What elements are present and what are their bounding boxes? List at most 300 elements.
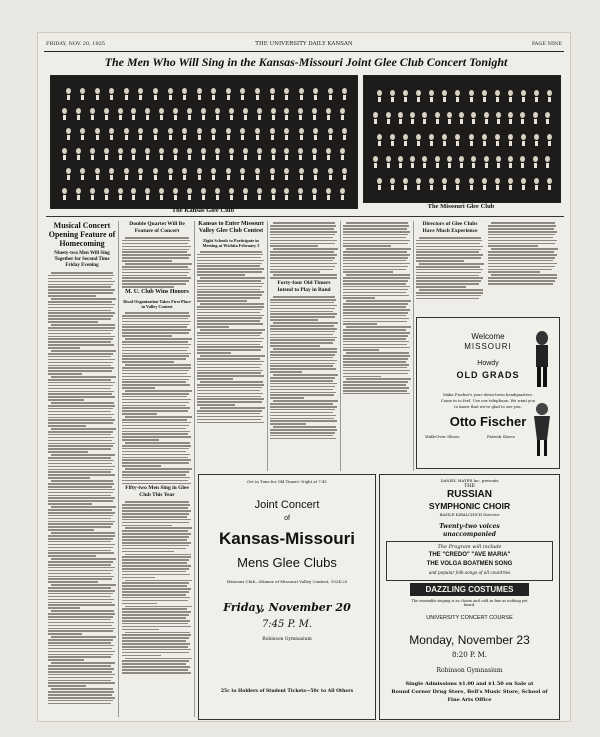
text-line — [200, 355, 265, 357]
text-line — [416, 286, 466, 288]
singer-shirt — [256, 175, 259, 180]
text-line — [343, 335, 408, 337]
singer-face — [495, 134, 500, 140]
text-line — [48, 312, 115, 314]
text-line — [122, 272, 189, 274]
text-line — [343, 376, 381, 378]
text-line — [48, 541, 111, 543]
singer-face — [284, 108, 289, 114]
singer-face — [159, 108, 164, 114]
singer-shirt — [299, 115, 302, 120]
singer-shirt — [132, 115, 135, 120]
text-line — [122, 536, 189, 538]
text-line — [270, 354, 335, 356]
text-line — [197, 254, 263, 256]
singer-face — [145, 148, 150, 154]
singer-face — [201, 108, 206, 114]
singer-face — [226, 88, 231, 94]
text-line — [343, 231, 410, 233]
text-line — [48, 651, 115, 653]
text-line — [419, 237, 482, 239]
singer-shirt — [125, 175, 128, 180]
singer-face — [298, 188, 303, 194]
text-line — [51, 688, 114, 690]
text-line — [416, 280, 481, 282]
singer-face — [173, 108, 178, 114]
singer-shirt — [535, 185, 538, 190]
text-line — [343, 387, 409, 389]
text-line — [488, 269, 552, 271]
singer-face — [109, 128, 114, 134]
text-line — [343, 243, 408, 245]
singer-shirt — [202, 155, 205, 160]
singer-shirt — [216, 155, 219, 160]
text-line — [122, 344, 191, 346]
singer-shirt — [202, 195, 205, 200]
singer-shirt — [460, 163, 463, 168]
singer-shirt — [411, 163, 414, 168]
singer-face — [257, 108, 262, 114]
singer-shirt — [110, 175, 113, 180]
text-line — [491, 222, 555, 224]
singer-face — [422, 112, 427, 118]
singer-shirt — [160, 115, 163, 120]
text-line — [273, 322, 338, 324]
text-line — [48, 367, 114, 369]
singer-shirt — [154, 135, 157, 140]
text-line — [346, 248, 411, 250]
text-line — [122, 474, 186, 476]
text-line — [197, 312, 260, 314]
text-line — [48, 382, 115, 384]
text-line — [48, 645, 114, 647]
text-line — [343, 237, 406, 239]
singer-face — [62, 148, 67, 154]
text-line — [48, 448, 111, 450]
text-line — [48, 654, 113, 656]
singer-face — [342, 88, 347, 94]
text-line — [488, 271, 540, 273]
singer-face — [226, 128, 231, 134]
singer-shirt — [198, 135, 201, 140]
text-line — [122, 608, 187, 610]
text-line — [270, 334, 333, 336]
singer-face — [271, 148, 276, 154]
text-line — [343, 254, 410, 256]
singer-shirt — [198, 175, 201, 180]
text-line — [48, 578, 112, 580]
singer-face — [482, 134, 487, 140]
text-line — [122, 358, 186, 360]
text-line — [48, 315, 113, 317]
text-line — [48, 622, 114, 624]
text-line — [122, 329, 191, 331]
text-line — [122, 240, 190, 242]
singer-shirt — [244, 155, 247, 160]
text-line — [122, 522, 189, 524]
body-text-lines — [122, 237, 192, 288]
singer-shirt — [285, 95, 288, 100]
singer-shirt — [256, 95, 259, 100]
text-line — [122, 545, 189, 547]
choir-popular: and popular folk-songs of all countries — [428, 570, 511, 575]
text-line — [122, 620, 190, 622]
singer-face — [284, 148, 289, 154]
text-line — [197, 289, 260, 291]
singer-face — [328, 128, 333, 134]
singer-face — [455, 134, 460, 140]
text-line — [48, 289, 115, 291]
text-line — [48, 602, 112, 604]
text-line — [48, 509, 112, 511]
text-line — [48, 356, 111, 358]
singer-face — [403, 90, 408, 96]
text-line — [270, 418, 334, 420]
concert-time: 7:45 P. M. — [261, 619, 313, 630]
text-line — [273, 222, 336, 224]
singer-face — [118, 108, 123, 114]
text-line — [122, 669, 188, 671]
text-line — [48, 333, 111, 335]
singer-face — [95, 168, 100, 174]
singer-face — [373, 112, 378, 118]
singer-shirt — [67, 135, 70, 140]
singer-face — [76, 108, 81, 114]
text-line — [343, 269, 406, 271]
singer-face — [299, 88, 304, 94]
body-text-lines — [488, 222, 558, 284]
text-line — [48, 500, 113, 502]
text-line — [125, 364, 191, 366]
singer-face — [215, 108, 220, 114]
singer-shirt — [244, 115, 247, 120]
singer-shirt — [230, 155, 233, 160]
choir-costumes: DAZZLING COSTUMES — [425, 585, 514, 594]
singer-face — [66, 128, 71, 134]
text-line — [343, 321, 407, 323]
singer-shirt — [314, 95, 317, 100]
singer-shirt — [485, 163, 488, 168]
singer-shirt — [272, 195, 275, 200]
ad-line-1: Make Fischer's your down-town headquarters. — [443, 392, 533, 397]
singer-shirt — [77, 155, 80, 160]
singer-shirt — [271, 95, 274, 100]
concert-price: 25c to Holders of Student Tickets—50c to All Others — [220, 689, 354, 694]
text-line — [270, 432, 335, 434]
text-line — [122, 419, 187, 421]
singer-shirt — [483, 97, 486, 102]
singer-face — [240, 128, 245, 134]
singer-face — [435, 156, 440, 162]
singer-shirt — [256, 135, 259, 140]
text-line — [122, 249, 189, 251]
text-line — [491, 274, 557, 276]
singer-face — [328, 88, 333, 94]
text-line — [270, 420, 337, 422]
article-4-headline: Kansas to Enter Missouri Valley Glee Club Contest — [198, 221, 264, 234]
singer-shirt — [483, 141, 486, 146]
text-line — [122, 277, 191, 279]
singer-shirt — [299, 195, 302, 200]
text-line — [122, 280, 189, 282]
text-line — [488, 277, 557, 279]
article-1-headline: Musical Concert Opening Feature of Homecoming — [48, 221, 116, 248]
text-line — [48, 616, 113, 618]
singer-face — [211, 168, 216, 174]
text-line — [416, 277, 483, 279]
text-line — [122, 396, 187, 398]
singer-shirt — [285, 155, 288, 160]
text-line — [122, 649, 191, 651]
singer-shirt — [387, 163, 390, 168]
text-line — [273, 348, 337, 350]
text-line — [48, 292, 113, 294]
text-line — [48, 431, 113, 433]
text-line — [343, 260, 406, 262]
text-line — [48, 495, 111, 497]
text-line — [48, 434, 111, 436]
text-line — [270, 415, 336, 417]
text-line — [343, 341, 409, 343]
singer-shirt — [374, 119, 377, 124]
singer-face — [313, 128, 318, 134]
text-line — [416, 260, 464, 262]
text-line — [419, 289, 483, 291]
singer-face — [416, 178, 421, 184]
singer-face — [173, 188, 178, 194]
column-rule — [340, 221, 341, 471]
text-line — [343, 323, 377, 325]
singer-shirt — [399, 119, 402, 124]
singer-face — [390, 90, 395, 96]
text-line — [122, 591, 189, 593]
singer-shirt — [285, 195, 288, 200]
singer-face — [243, 188, 248, 194]
text-line — [488, 245, 538, 247]
singer-face — [197, 168, 202, 174]
text-line — [48, 281, 115, 283]
text-line — [270, 311, 333, 313]
text-line — [197, 375, 264, 377]
singer-face — [270, 128, 275, 134]
text-line — [48, 628, 115, 630]
text-line — [488, 283, 553, 285]
singer-shirt — [417, 97, 420, 102]
text-line — [270, 409, 335, 411]
singer-face — [109, 168, 114, 174]
singer-shirt — [169, 135, 172, 140]
singer-shirt — [327, 115, 330, 120]
text-line — [48, 457, 111, 459]
text-line — [48, 301, 112, 303]
singer-face — [243, 148, 248, 154]
singer-face — [131, 108, 136, 114]
singer-shirt — [212, 95, 215, 100]
singer-shirt — [258, 195, 261, 200]
singer-face — [76, 188, 81, 194]
text-line — [270, 412, 333, 414]
singer-face — [62, 108, 67, 114]
text-line — [197, 294, 262, 296]
singer-face — [533, 112, 538, 118]
singer-shirt — [329, 175, 332, 180]
text-line — [197, 358, 260, 360]
text-line — [122, 283, 186, 285]
text-line — [122, 251, 187, 253]
text-line — [197, 306, 264, 308]
singer-face — [104, 148, 109, 154]
singer-face — [138, 88, 143, 94]
text-line — [273, 400, 338, 402]
text-line — [122, 439, 159, 441]
text-line — [343, 358, 408, 360]
text-line — [197, 404, 235, 406]
ad-welcome: Welcome — [471, 332, 505, 341]
singer-shirt — [343, 135, 346, 140]
text-line — [488, 234, 555, 236]
text-line — [270, 305, 337, 307]
singer-shirt — [423, 119, 426, 124]
text-line — [416, 292, 483, 294]
singer-shirt — [327, 195, 330, 200]
text-line — [48, 625, 112, 627]
text-line — [122, 433, 188, 435]
text-line — [48, 599, 114, 601]
text-line — [122, 634, 191, 636]
singer-shirt — [404, 141, 407, 146]
text-line — [48, 697, 115, 699]
singer-face — [257, 148, 262, 154]
text-line — [48, 665, 111, 667]
body-text-lines — [48, 272, 116, 704]
singer-shirt — [509, 185, 512, 190]
singer-shirt — [125, 135, 128, 140]
text-line — [48, 362, 113, 364]
text-line — [122, 672, 191, 674]
text-line — [343, 234, 408, 236]
singer-shirt — [443, 185, 446, 190]
text-line — [122, 341, 188, 343]
singer-face — [243, 108, 248, 114]
text-line — [343, 303, 408, 305]
text-line — [122, 353, 191, 355]
text-line — [197, 346, 263, 348]
text-line — [122, 260, 172, 262]
singer-shirt — [227, 95, 230, 100]
text-line — [122, 465, 161, 467]
body-text-lines — [270, 296, 338, 439]
body-text-lines — [270, 222, 338, 279]
singer-face — [410, 112, 415, 118]
text-line — [346, 352, 409, 354]
text-line — [125, 237, 189, 239]
singer-face — [442, 134, 447, 140]
text-line — [197, 341, 262, 343]
text-line — [197, 263, 262, 265]
singer-face — [159, 188, 164, 194]
singer-shirt — [227, 175, 230, 180]
text-line — [416, 240, 482, 242]
text-line — [197, 349, 261, 351]
singer-shirt — [374, 163, 377, 168]
text-line — [197, 378, 233, 380]
text-line — [343, 286, 410, 288]
text-line — [122, 614, 189, 616]
singer-face — [201, 188, 206, 194]
text-line — [125, 416, 192, 418]
singer-shirt — [387, 119, 390, 124]
singer-shirt — [314, 135, 317, 140]
ad-walk-over: Walk-Over Shoes — [425, 434, 460, 439]
text-line — [270, 269, 333, 271]
text-line — [48, 422, 113, 424]
singer-shirt — [456, 97, 459, 102]
singer-shirt — [313, 195, 316, 200]
text-line — [48, 278, 112, 280]
choir-voices: Twenty-two voices — [439, 523, 500, 530]
tiger-mascot-illustration — [529, 328, 555, 392]
singer-shirt — [110, 135, 113, 140]
text-line — [416, 249, 481, 251]
text-line — [48, 538, 113, 540]
text-line — [48, 393, 112, 395]
text-line — [122, 516, 187, 518]
singer-face — [118, 188, 123, 194]
singer-face — [270, 88, 275, 94]
text-line — [48, 451, 88, 453]
text-line — [122, 335, 172, 337]
text-line — [122, 539, 187, 541]
singer-shirt — [81, 175, 84, 180]
text-line — [48, 671, 112, 673]
singer-shirt — [96, 175, 99, 180]
singer-shirt — [327, 155, 330, 160]
singer-face — [545, 156, 550, 162]
text-line — [416, 283, 479, 285]
singer-shirt — [258, 115, 261, 120]
text-line — [48, 445, 113, 447]
singer-shirt — [470, 97, 473, 102]
text-line — [343, 318, 409, 320]
choir-director: BASILE KIBALCHICH Director — [439, 512, 500, 517]
text-line — [122, 655, 161, 657]
singer-shirt — [314, 175, 317, 180]
text-line — [48, 590, 115, 592]
text-line — [343, 297, 375, 299]
body-text-lines — [122, 501, 192, 673]
singer-face — [340, 148, 345, 154]
text-line — [270, 331, 335, 333]
text-line — [48, 700, 113, 702]
singer-shirt — [391, 141, 394, 146]
text-line — [343, 263, 410, 265]
text-line — [270, 337, 337, 339]
text-line — [48, 529, 94, 531]
text-line — [122, 585, 187, 587]
choir-series: UNIVERSITY CONCERT COURSE — [426, 615, 513, 621]
singer-shirt — [509, 141, 512, 146]
singer-face — [398, 112, 403, 118]
text-line — [122, 407, 190, 409]
singer-shirt — [81, 95, 84, 100]
text-line — [270, 231, 337, 233]
text-line — [197, 384, 264, 386]
singer-shirt — [300, 135, 303, 140]
singer-face — [90, 148, 95, 154]
singer-shirt — [329, 95, 332, 100]
singer-face — [455, 90, 460, 96]
text-line — [122, 603, 157, 605]
